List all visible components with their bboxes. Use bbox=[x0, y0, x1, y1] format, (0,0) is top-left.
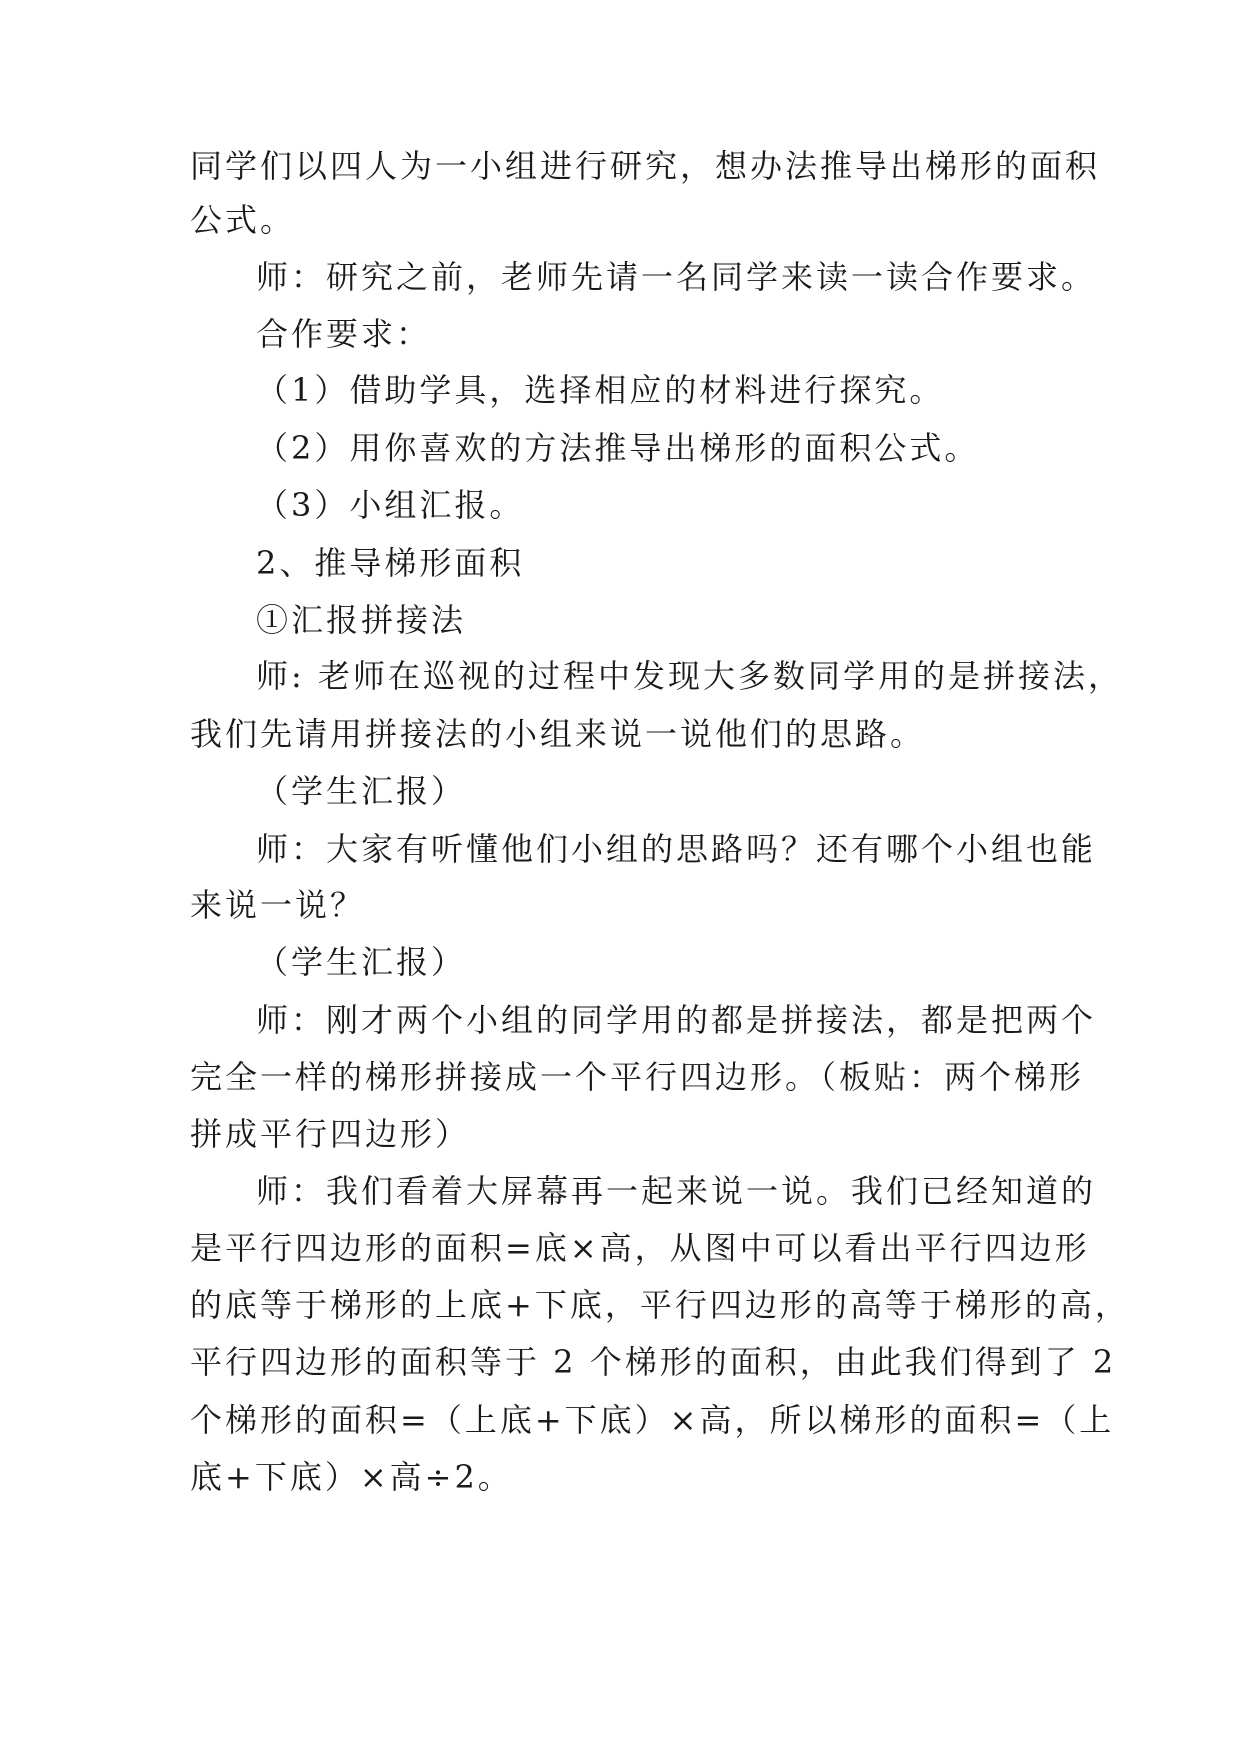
text-line: （3）小组汇报。 bbox=[256, 486, 525, 524]
text-line: 底+下底）×高÷2。 bbox=[190, 1458, 513, 1496]
text-line: ①汇报拼接法 bbox=[256, 601, 467, 639]
text-line: 拼成平行四边形） bbox=[190, 1115, 471, 1153]
text-line: 公式。 bbox=[190, 201, 296, 239]
text-line: 合作要求： bbox=[256, 315, 432, 353]
text-line: （学生汇报） bbox=[256, 943, 467, 981]
text-line: 平行四边形的面积等于 2 个梯形的面积，由此我们得到了 2 bbox=[190, 1343, 1117, 1381]
text-line: 我们先请用拼接法的小组来说一说他们的思路。 bbox=[190, 715, 926, 753]
text-line: 完全一样的梯形拼接成一个平行四边形。（板贴：两个梯形 bbox=[190, 1058, 1085, 1096]
text-line: 来说一说？ bbox=[190, 886, 366, 924]
text-line: 师：大家有听懂他们小组的思路吗？还有哪个小组也能 bbox=[256, 830, 1097, 868]
text-line: 2、推导梯形面积 bbox=[256, 544, 525, 582]
text-line: 师：我们看着大屏幕再一起来说一说。我们已经知道的 bbox=[256, 1172, 1097, 1210]
text-line: （2）用你喜欢的方法推导出梯形的面积公式。 bbox=[256, 429, 980, 467]
text-line: 师：刚才两个小组的同学用的都是拼接法，都是把两个 bbox=[256, 1001, 1097, 1039]
text-line: 是平行四边形的面积=底×高，从图中可以看出平行四边形 bbox=[190, 1229, 1090, 1267]
text-line: 个梯形的面积=（上底+下底）×高，所以梯形的面积=（上 bbox=[190, 1401, 1115, 1439]
text-line: 师: 老师在巡视的过程中发现大多数同学用的是拼接法， bbox=[256, 657, 1123, 695]
text-line: 同学们以四人为一小组进行研究，想办法推导出梯形的面积 bbox=[190, 147, 1101, 185]
text-line: （学生汇报） bbox=[256, 772, 467, 810]
text-line: 的底等于梯形的上底+下底，平行四边形的高等于梯形的高， bbox=[190, 1286, 1130, 1324]
text-line: 师：研究之前，老师先请一名同学来读一读合作要求。 bbox=[256, 258, 1097, 296]
text-line: （1）借助学具，选择相应的材料进行探究。 bbox=[256, 371, 945, 409]
